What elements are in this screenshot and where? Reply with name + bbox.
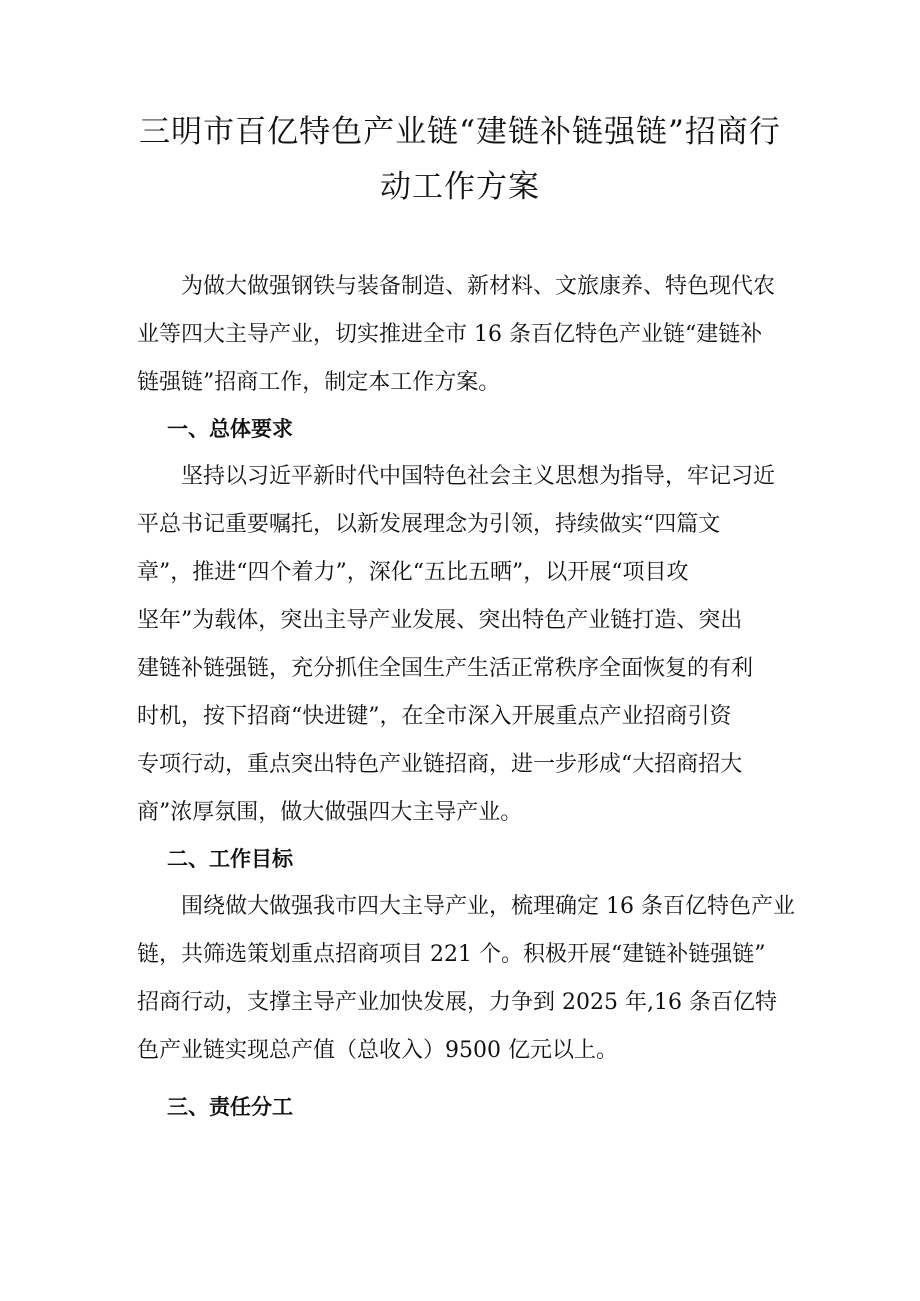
section1-line: 平总书记重要嘱托，以新发展理念为引领，持续做实“四篇文: [137, 512, 721, 537]
section2-line: 围绕做大做强我市四大主导产业，梳理确定 16 条百亿特色产业: [137, 894, 795, 919]
section2-line: 招商行动，支撑主导产业加快发展，力争到 2025 年,16 条百亿特: [137, 990, 777, 1015]
section1-line: 坚持以习近平新时代中国特色社会主义思想为指导，牢记习近: [137, 464, 776, 489]
section1-heading: 一、总体要求: [167, 417, 293, 441]
section1-line: 专项行动，重点突出特色产业链招商，进一步形成“大招商招大: [137, 752, 743, 777]
section1-line: 商”浓厚氛围，做大做强四大主导产业。: [137, 800, 523, 825]
document-title-line1: 三明市百亿特色产业链“建链补链强链”招商行: [139, 114, 781, 150]
section2-paragraph: [137, 883, 817, 1075]
section1-line: 坚年”为载体，突出主导产业发展、突出特色产业链打造、突出: [137, 608, 743, 633]
section1-paragraph: [137, 453, 817, 837]
section1-line: 建链补链强链，充分抓住全国生产生活正常秩序全面恢复的有利: [137, 656, 754, 681]
document-title-line2: 动工作方案: [380, 169, 540, 205]
section3-heading: 三、责任分工: [167, 1095, 293, 1119]
section2-line: 色产业链实现总产值（总收入）9500 亿元以上。: [137, 1038, 618, 1063]
intro-line: 链强链”招商工作，制定本工作方案。: [137, 370, 501, 395]
section2-line: 链，共筛选策划重点招商项目 221 个。积极开展“建链补链强链”: [137, 942, 766, 967]
section1-line: 章”，推进“四个着力”，深化“五比五晒”，以开展“项目攻: [137, 560, 689, 585]
intro-line: 为做大做强钢铁与装备制造、新材料、文旅康养、特色现代农: [137, 274, 776, 299]
section2-heading: 二、工作目标: [167, 847, 293, 871]
section1-line: 时机，按下招商“快进键”，在全市深入开展重点产业招商引资: [137, 704, 732, 729]
intro-paragraph: [137, 263, 817, 407]
intro-line: 业等四大主导产业，切实推进全市 16 条百亿特色产业链“建链补: [137, 322, 763, 347]
